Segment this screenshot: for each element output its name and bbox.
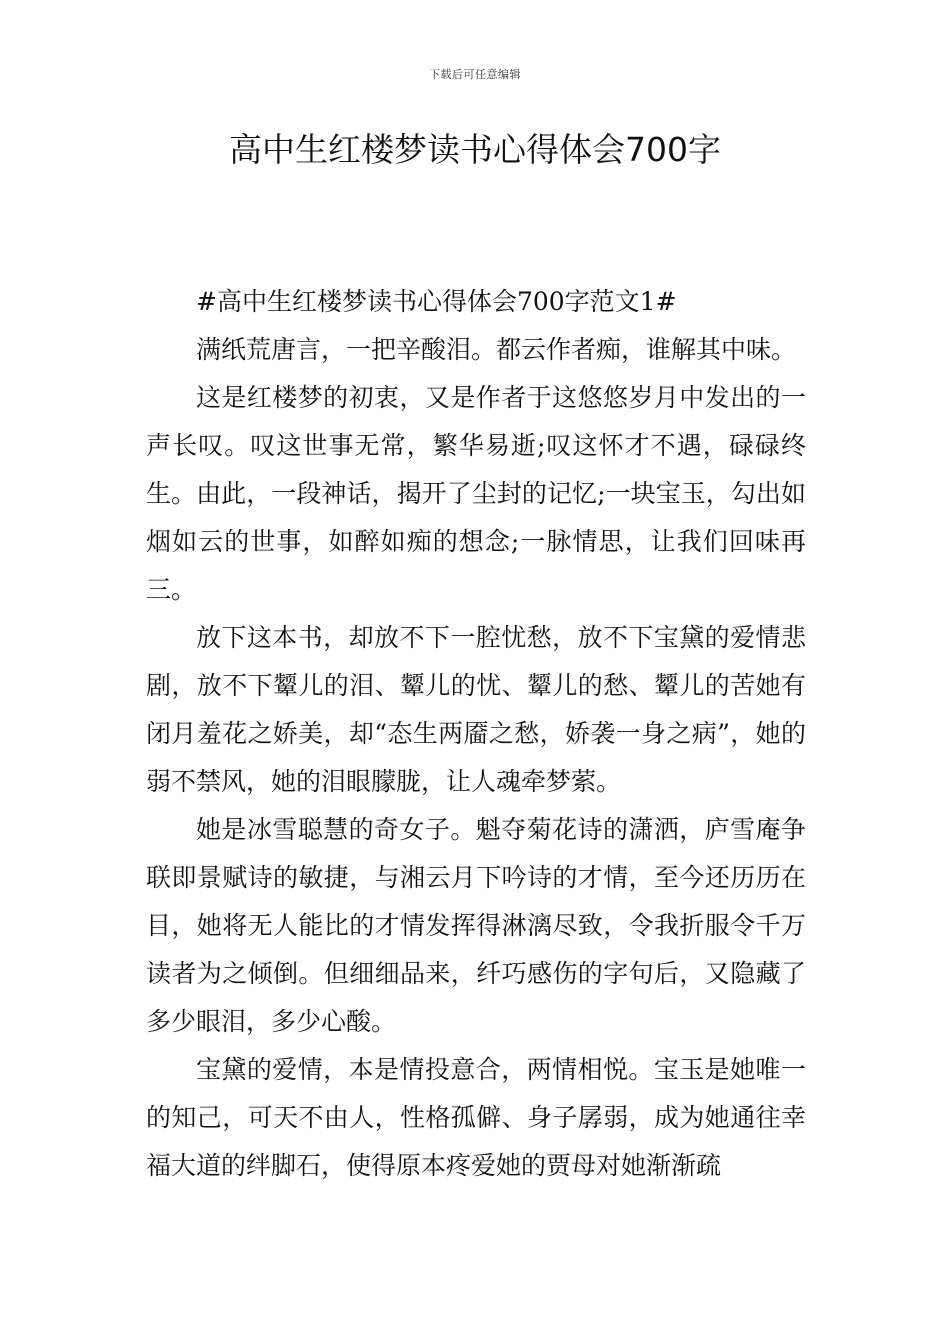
paragraph-1: 满纸荒唐言，一把辛酸泪。都云作者痴，谁解其中味。 (196, 335, 797, 364)
document-body (146, 278, 806, 1190)
paragraph-3: 放下这本书，却放不下一腔忧愁，放不下宝黛的爱情悲剧，放不下颦儿的泪、颦儿的忧、颦儿的愁、颦儿的苦她有闭月羞花之娇美，却“态生两靥之愁，娇袭一身之病”，她的弱不禁风，她的泪眼朦胧，让人魂牵梦萦。 (146, 623, 806, 796)
paragraph-2: 这是红楼梦的初衷，又是作者于这悠悠岁月中发出的一声长叹。叹这世事无常，繁华易逝;叹这怀才不遇，碌碌终生。由此，一段神话，揭开了尘封的记忆;一块宝玉，勾出如烟如云的世事，如醉如痴的想念;一脉情思，让我们回味再三。 (146, 383, 806, 604)
paragraph-5: 宝黛的爱情，本是情投意合，两情相悦。宝玉是她唯一的知己，可天不由人，性格孤僻、身子孱弱，成为她通往幸福大道的绊脚石，使得原本疼爱她的贾母对她渐渐疏 (146, 1055, 806, 1180)
paragraph-4: 她是冰雪聪慧的奇女子。魁夺菊花诗的潇洒，庐雪庵争联即景赋诗的敏捷，与湘云月下吟诗的才情，至今还历历在目，她将无人能比的才情发挥得淋漓尽致，令我折服令千万读者为之倾倒。但细细品来，纤巧感伤的字句后，又隐藏了多少眼泪，多少心酸。 (146, 815, 806, 1036)
page-title: 高中生红楼梦读书心得体会700字 (229, 130, 721, 169)
header-note: 下载后可任意编辑 (429, 68, 521, 81)
section-heading: #高中生红楼梦读书心得体会700字范文1# (196, 287, 677, 316)
